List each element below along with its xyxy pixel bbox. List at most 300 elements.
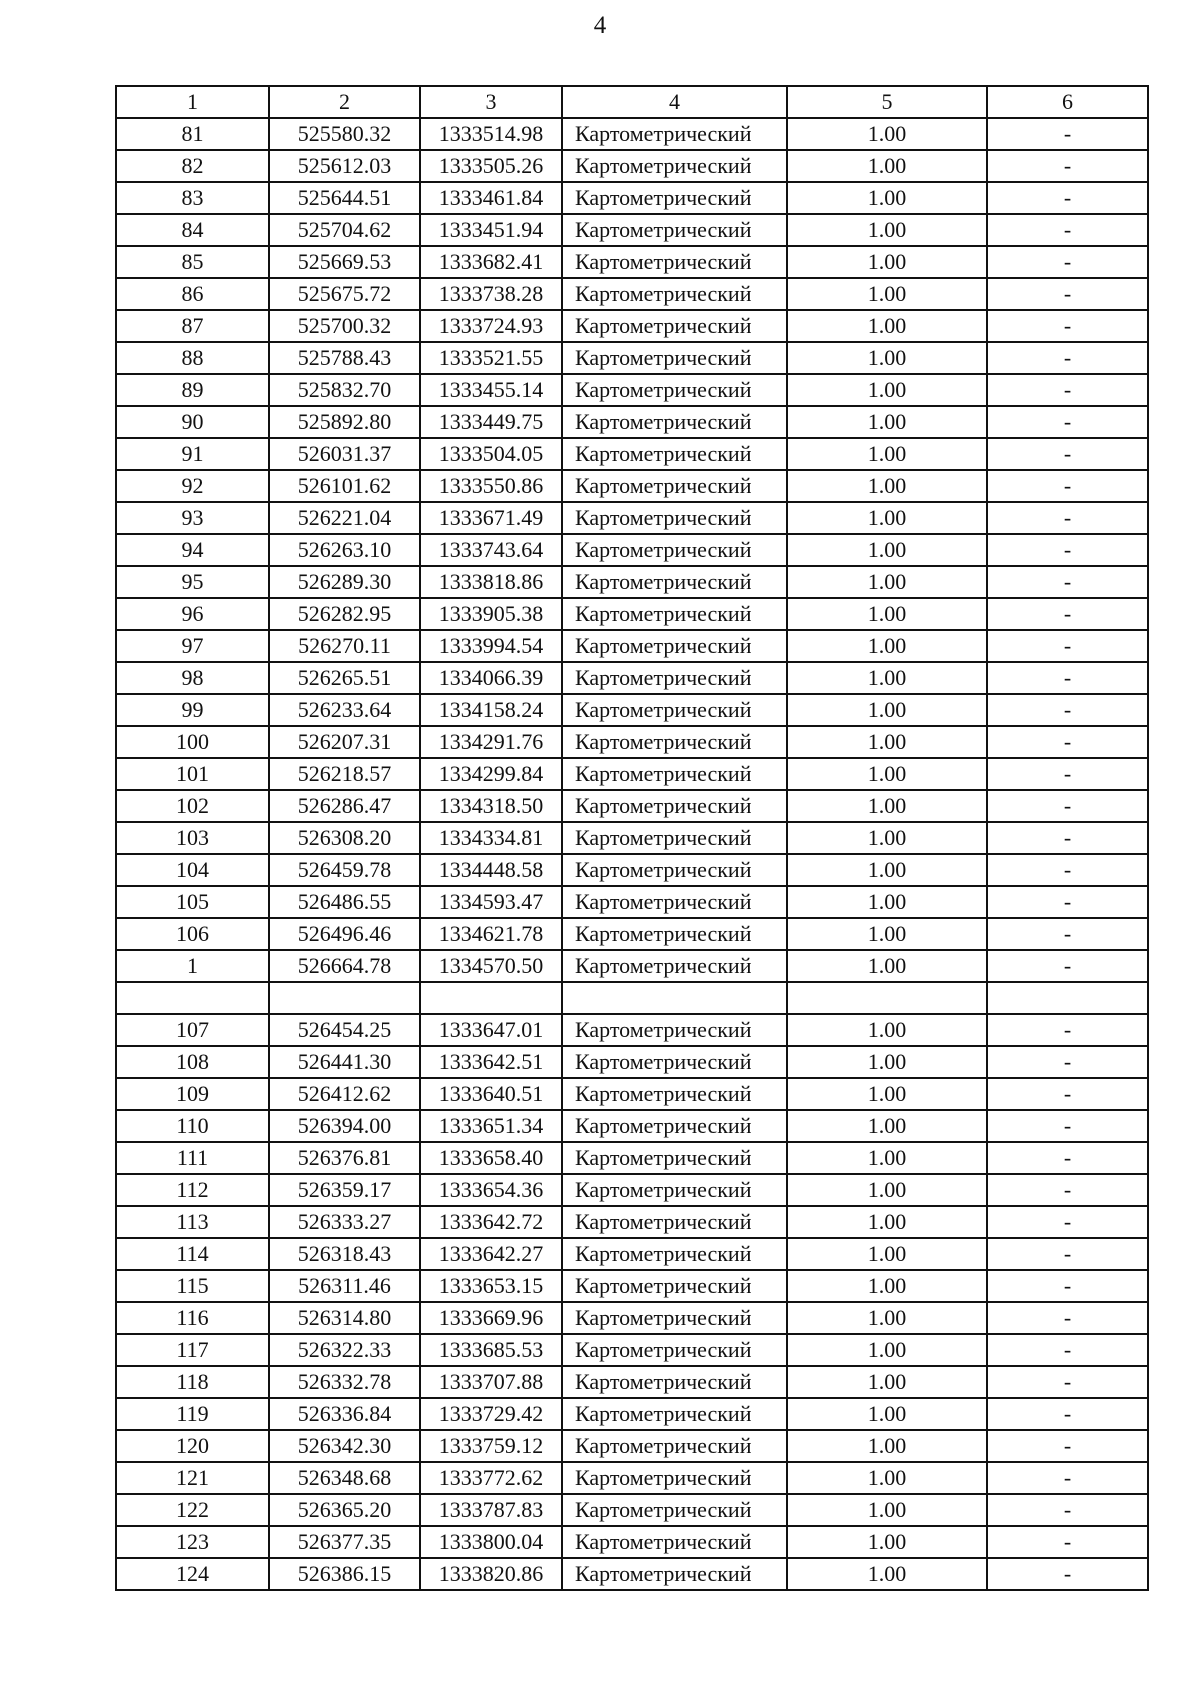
point-number-cell: 104	[116, 854, 269, 886]
method-cell: Картометрический	[562, 310, 787, 342]
y-coordinate-cell: 1333504.05	[420, 438, 562, 470]
method-cell: Картометрический	[562, 1430, 787, 1462]
accuracy-cell: 1.00	[787, 1366, 987, 1398]
x-coordinate-cell: 526454.25	[269, 1014, 420, 1046]
x-coordinate-cell: 525892.80	[269, 406, 420, 438]
table-row	[116, 214, 1148, 246]
y-coordinate-cell: 1333759.12	[420, 1430, 562, 1462]
description-cell: -	[987, 502, 1148, 534]
accuracy-cell: 1.00	[787, 214, 987, 246]
description-cell: -	[987, 1302, 1148, 1334]
table-row	[116, 1494, 1148, 1526]
method-cell: Картометрический	[562, 694, 787, 726]
y-coordinate-cell: 1333505.26	[420, 150, 562, 182]
coordinates-table	[115, 85, 1149, 1591]
description-cell: -	[987, 278, 1148, 310]
x-coordinate-cell: 526282.95	[269, 598, 420, 630]
point-number-cell: 112	[116, 1174, 269, 1206]
y-coordinate-cell: 1334621.78	[420, 918, 562, 950]
description-cell: -	[987, 534, 1148, 566]
point-number-cell: 101	[116, 758, 269, 790]
accuracy-cell	[787, 982, 987, 1014]
description-cell: -	[987, 662, 1148, 694]
y-coordinate-cell: 1333738.28	[420, 278, 562, 310]
y-coordinate-cell: 1333820.86	[420, 1558, 562, 1590]
y-coordinate-cell: 1334334.81	[420, 822, 562, 854]
x-coordinate-cell: 526333.27	[269, 1206, 420, 1238]
y-coordinate-cell: 1334299.84	[420, 758, 562, 790]
method-cell: Картометрический	[562, 1238, 787, 1270]
y-coordinate-cell: 1333994.54	[420, 630, 562, 662]
x-coordinate-cell: 526207.31	[269, 726, 420, 758]
table-row	[116, 150, 1148, 182]
point-number-cell: 93	[116, 502, 269, 534]
x-coordinate-cell: 526322.33	[269, 1334, 420, 1366]
description-cell: -	[987, 598, 1148, 630]
method-cell: Картометрический	[562, 182, 787, 214]
table-row	[116, 662, 1148, 694]
x-coordinate-cell: 526286.47	[269, 790, 420, 822]
description-cell: -	[987, 1206, 1148, 1238]
table-row	[116, 982, 1148, 1014]
table-row	[116, 1462, 1148, 1494]
accuracy-cell: 1.00	[787, 374, 987, 406]
description-cell: -	[987, 566, 1148, 598]
description-cell: -	[987, 1366, 1148, 1398]
x-coordinate-cell: 526664.78	[269, 950, 420, 982]
method-cell: Картометрический	[562, 726, 787, 758]
table-row	[116, 1014, 1148, 1046]
table-row	[116, 790, 1148, 822]
x-coordinate-cell: 525580.32	[269, 118, 420, 150]
table-row	[116, 886, 1148, 918]
accuracy-cell: 1.00	[787, 726, 987, 758]
method-cell: Картометрический	[562, 1334, 787, 1366]
description-cell: -	[987, 342, 1148, 374]
y-coordinate-cell: 1334158.24	[420, 694, 562, 726]
method-cell: Картометрический	[562, 790, 787, 822]
table-row	[116, 566, 1148, 598]
x-coordinate-cell: 526101.62	[269, 470, 420, 502]
method-cell: Картометрический	[562, 822, 787, 854]
table-row	[116, 1558, 1148, 1590]
header-col-x: 2	[269, 86, 420, 118]
x-coordinate-cell: 526332.78	[269, 1366, 420, 1398]
description-cell	[987, 982, 1148, 1014]
description-cell: -	[987, 1174, 1148, 1206]
description-cell: -	[987, 790, 1148, 822]
point-number-cell: 82	[116, 150, 269, 182]
y-coordinate-cell: 1333550.86	[420, 470, 562, 502]
point-number-cell: 83	[116, 182, 269, 214]
method-cell: Картометрический	[562, 1046, 787, 1078]
x-coordinate-cell: 526376.81	[269, 1142, 420, 1174]
description-cell: -	[987, 950, 1148, 982]
method-cell: Картометрический	[562, 214, 787, 246]
y-coordinate-cell: 1333818.86	[420, 566, 562, 598]
method-cell: Картометрический	[562, 278, 787, 310]
accuracy-cell: 1.00	[787, 1270, 987, 1302]
table-row	[116, 118, 1148, 150]
method-cell: Картометрический	[562, 1174, 787, 1206]
header-col-method: 4	[562, 86, 787, 118]
point-number-cell: 116	[116, 1302, 269, 1334]
y-coordinate-cell: 1333642.51	[420, 1046, 562, 1078]
x-coordinate-cell: 526459.78	[269, 854, 420, 886]
description-cell: -	[987, 630, 1148, 662]
description-cell: -	[987, 118, 1148, 150]
point-number-cell: 98	[116, 662, 269, 694]
description-cell: -	[987, 918, 1148, 950]
y-coordinate-cell: 1333671.49	[420, 502, 562, 534]
point-number-cell: 115	[116, 1270, 269, 1302]
accuracy-cell: 1.00	[787, 598, 987, 630]
point-number-cell: 123	[116, 1526, 269, 1558]
y-coordinate-cell: 1333647.01	[420, 1014, 562, 1046]
x-coordinate-cell: 526386.15	[269, 1558, 420, 1590]
description-cell: -	[987, 470, 1148, 502]
accuracy-cell: 1.00	[787, 854, 987, 886]
y-coordinate-cell: 1333651.34	[420, 1110, 562, 1142]
method-cell: Картометрический	[562, 598, 787, 630]
table-row	[116, 438, 1148, 470]
x-coordinate-cell: 526311.46	[269, 1270, 420, 1302]
table-row	[116, 1078, 1148, 1110]
x-coordinate-cell: 525612.03	[269, 150, 420, 182]
point-number-cell: 105	[116, 886, 269, 918]
point-number-cell: 92	[116, 470, 269, 502]
point-number-cell: 94	[116, 534, 269, 566]
point-number-cell: 122	[116, 1494, 269, 1526]
accuracy-cell: 1.00	[787, 1110, 987, 1142]
point-number-cell: 107	[116, 1014, 269, 1046]
description-cell: -	[987, 1526, 1148, 1558]
point-number-cell: 111	[116, 1142, 269, 1174]
y-coordinate-cell: 1334291.76	[420, 726, 562, 758]
x-coordinate-cell: 526496.46	[269, 918, 420, 950]
method-cell: Картометрический	[562, 438, 787, 470]
accuracy-cell: 1.00	[787, 886, 987, 918]
description-cell: -	[987, 1334, 1148, 1366]
method-cell: Картометрический	[562, 886, 787, 918]
method-cell: Картометрический	[562, 1142, 787, 1174]
accuracy-cell: 1.00	[787, 630, 987, 662]
x-coordinate-cell: 525704.62	[269, 214, 420, 246]
y-coordinate-cell: 1333707.88	[420, 1366, 562, 1398]
description-cell: -	[987, 150, 1148, 182]
accuracy-cell: 1.00	[787, 1014, 987, 1046]
y-coordinate-cell: 1333451.94	[420, 214, 562, 246]
table-row	[116, 822, 1148, 854]
point-number-cell: 100	[116, 726, 269, 758]
accuracy-cell: 1.00	[787, 118, 987, 150]
point-number-cell: 95	[116, 566, 269, 598]
y-coordinate-cell: 1333724.93	[420, 310, 562, 342]
table-row	[116, 246, 1148, 278]
x-coordinate-cell: 525832.70	[269, 374, 420, 406]
y-coordinate-cell: 1333682.41	[420, 246, 562, 278]
accuracy-cell: 1.00	[787, 150, 987, 182]
point-number-cell: 89	[116, 374, 269, 406]
accuracy-cell: 1.00	[787, 1302, 987, 1334]
point-number-cell: 88	[116, 342, 269, 374]
description-cell: -	[987, 1110, 1148, 1142]
table-row	[116, 470, 1148, 502]
x-coordinate-cell: 526365.20	[269, 1494, 420, 1526]
accuracy-cell: 1.00	[787, 1142, 987, 1174]
accuracy-cell: 1.00	[787, 406, 987, 438]
description-cell: -	[987, 374, 1148, 406]
header-col-point-number: 1	[116, 86, 269, 118]
x-coordinate-cell: 525700.32	[269, 310, 420, 342]
x-coordinate-cell: 526314.80	[269, 1302, 420, 1334]
accuracy-cell: 1.00	[787, 822, 987, 854]
point-number-cell: 124	[116, 1558, 269, 1590]
description-cell: -	[987, 1142, 1148, 1174]
x-coordinate-cell: 526441.30	[269, 1046, 420, 1078]
table-row	[116, 1302, 1148, 1334]
description-cell: -	[987, 1558, 1148, 1590]
method-cell: Картометрический	[562, 502, 787, 534]
table-row	[116, 1270, 1148, 1302]
y-coordinate-cell: 1334570.50	[420, 950, 562, 982]
method-cell: Картометрический	[562, 150, 787, 182]
method-cell: Картометрический	[562, 1302, 787, 1334]
x-coordinate-cell: 526308.20	[269, 822, 420, 854]
method-cell: Картометрический	[562, 566, 787, 598]
point-number-cell: 1	[116, 950, 269, 982]
accuracy-cell: 1.00	[787, 534, 987, 566]
method-cell: Картометрический	[562, 246, 787, 278]
table-row	[116, 1526, 1148, 1558]
accuracy-cell: 1.00	[787, 310, 987, 342]
header-col-description: 6	[987, 86, 1148, 118]
table-row	[116, 598, 1148, 630]
accuracy-cell: 1.00	[787, 1238, 987, 1270]
point-number-cell: 90	[116, 406, 269, 438]
y-coordinate-cell: 1333521.55	[420, 342, 562, 374]
y-coordinate-cell: 1333640.51	[420, 1078, 562, 1110]
method-cell: Картометрический	[562, 854, 787, 886]
x-coordinate-cell: 526031.37	[269, 438, 420, 470]
accuracy-cell: 1.00	[787, 1494, 987, 1526]
x-coordinate-cell: 526265.51	[269, 662, 420, 694]
description-cell: -	[987, 1078, 1148, 1110]
y-coordinate-cell: 1334448.58	[420, 854, 562, 886]
x-coordinate-cell: 526486.55	[269, 886, 420, 918]
point-number-cell: 87	[116, 310, 269, 342]
table-row	[116, 694, 1148, 726]
description-cell: -	[987, 1494, 1148, 1526]
description-cell: -	[987, 1046, 1148, 1078]
method-cell: Картометрический	[562, 342, 787, 374]
y-coordinate-cell: 1333669.96	[420, 1302, 562, 1334]
accuracy-cell: 1.00	[787, 1334, 987, 1366]
x-coordinate-cell: 526221.04	[269, 502, 420, 534]
table-row	[116, 1110, 1148, 1142]
description-cell: -	[987, 1430, 1148, 1462]
accuracy-cell: 1.00	[787, 502, 987, 534]
y-coordinate-cell: 1333455.14	[420, 374, 562, 406]
method-cell: Картометрический	[562, 1558, 787, 1590]
method-cell: Картометрический	[562, 1110, 787, 1142]
point-number-cell: 91	[116, 438, 269, 470]
x-coordinate-cell: 526359.17	[269, 1174, 420, 1206]
y-coordinate-cell: 1333642.27	[420, 1238, 562, 1270]
accuracy-cell: 1.00	[787, 246, 987, 278]
accuracy-cell: 1.00	[787, 790, 987, 822]
y-coordinate-cell: 1333729.42	[420, 1398, 562, 1430]
table-row	[116, 726, 1148, 758]
description-cell: -	[987, 1462, 1148, 1494]
method-cell: Картометрический	[562, 1494, 787, 1526]
method-cell: Картометрический	[562, 950, 787, 982]
table-row	[116, 630, 1148, 662]
accuracy-cell: 1.00	[787, 438, 987, 470]
method-cell: Картометрический	[562, 534, 787, 566]
table-row	[116, 918, 1148, 950]
x-coordinate-cell: 526394.00	[269, 1110, 420, 1142]
description-cell: -	[987, 310, 1148, 342]
method-cell	[562, 982, 787, 1014]
point-number-cell: 121	[116, 1462, 269, 1494]
method-cell: Картометрический	[562, 1526, 787, 1558]
accuracy-cell: 1.00	[787, 1206, 987, 1238]
accuracy-cell: 1.00	[787, 1174, 987, 1206]
y-coordinate-cell: 1334066.39	[420, 662, 562, 694]
y-coordinate-cell: 1333461.84	[420, 182, 562, 214]
table-row	[116, 1046, 1148, 1078]
description-cell: -	[987, 886, 1148, 918]
accuracy-cell: 1.00	[787, 662, 987, 694]
table-row	[116, 278, 1148, 310]
x-coordinate-cell: 525644.51	[269, 182, 420, 214]
description-cell: -	[987, 406, 1148, 438]
header-col-accuracy: 5	[787, 86, 987, 118]
method-cell: Картометрический	[562, 1014, 787, 1046]
accuracy-cell: 1.00	[787, 1078, 987, 1110]
table-body	[116, 118, 1148, 1590]
y-coordinate-cell: 1333743.64	[420, 534, 562, 566]
method-cell: Картометрический	[562, 1206, 787, 1238]
y-coordinate-cell: 1333642.72	[420, 1206, 562, 1238]
y-coordinate-cell: 1333654.36	[420, 1174, 562, 1206]
point-number-cell: 103	[116, 822, 269, 854]
method-cell: Картометрический	[562, 1270, 787, 1302]
description-cell: -	[987, 246, 1148, 278]
description-cell: -	[987, 694, 1148, 726]
page-number: 4	[593, 12, 607, 39]
x-coordinate-cell: 526318.43	[269, 1238, 420, 1270]
point-number-cell: 120	[116, 1430, 269, 1462]
x-coordinate-cell: 526336.84	[269, 1398, 420, 1430]
x-coordinate-cell: 525675.72	[269, 278, 420, 310]
method-cell: Картометрический	[562, 1366, 787, 1398]
y-coordinate-cell: 1333449.75	[420, 406, 562, 438]
table-row	[116, 406, 1148, 438]
table-row	[116, 182, 1148, 214]
accuracy-cell: 1.00	[787, 278, 987, 310]
method-cell: Картометрический	[562, 1078, 787, 1110]
x-coordinate-cell: 526289.30	[269, 566, 420, 598]
point-number-cell: 99	[116, 694, 269, 726]
description-cell: -	[987, 438, 1148, 470]
y-coordinate-cell: 1334318.50	[420, 790, 562, 822]
table-row	[116, 502, 1148, 534]
description-cell: -	[987, 1238, 1148, 1270]
description-cell: -	[987, 214, 1148, 246]
method-cell: Картометрический	[562, 758, 787, 790]
header-col-y: 3	[420, 86, 562, 118]
y-coordinate-cell: 1333905.38	[420, 598, 562, 630]
x-coordinate-cell: 526342.30	[269, 1430, 420, 1462]
accuracy-cell: 1.00	[787, 918, 987, 950]
method-cell: Картометрический	[562, 918, 787, 950]
method-cell: Картометрический	[562, 374, 787, 406]
y-coordinate-cell: 1333685.53	[420, 1334, 562, 1366]
table-row	[116, 1366, 1148, 1398]
accuracy-cell: 1.00	[787, 950, 987, 982]
description-cell: -	[987, 758, 1148, 790]
y-coordinate-cell: 1333658.40	[420, 1142, 562, 1174]
point-number-cell: 117	[116, 1334, 269, 1366]
table-header	[116, 86, 1148, 118]
point-number-cell: 97	[116, 630, 269, 662]
x-coordinate-cell: 526377.35	[269, 1526, 420, 1558]
y-coordinate-cell: 1333772.62	[420, 1462, 562, 1494]
header-row	[116, 86, 1148, 118]
table-row	[116, 342, 1148, 374]
point-number-cell: 113	[116, 1206, 269, 1238]
method-cell: Картометрический	[562, 406, 787, 438]
table-row	[116, 758, 1148, 790]
method-cell: Картометрический	[562, 1462, 787, 1494]
y-coordinate-cell: 1333800.04	[420, 1526, 562, 1558]
accuracy-cell: 1.00	[787, 342, 987, 374]
accuracy-cell: 1.00	[787, 182, 987, 214]
accuracy-cell: 1.00	[787, 1558, 987, 1590]
table-row	[116, 1238, 1148, 1270]
x-coordinate-cell	[269, 982, 420, 1014]
point-number-cell	[116, 982, 269, 1014]
table-row	[116, 1398, 1148, 1430]
description-cell: -	[987, 822, 1148, 854]
y-coordinate-cell	[420, 982, 562, 1014]
table-row	[116, 950, 1148, 982]
description-cell: -	[987, 1270, 1148, 1302]
point-number-cell: 86	[116, 278, 269, 310]
method-cell: Картометрический	[562, 470, 787, 502]
accuracy-cell: 1.00	[787, 470, 987, 502]
description-cell: -	[987, 1398, 1148, 1430]
accuracy-cell: 1.00	[787, 758, 987, 790]
table-row	[116, 534, 1148, 566]
x-coordinate-cell: 526270.11	[269, 630, 420, 662]
table-row	[116, 1334, 1148, 1366]
point-number-cell: 85	[116, 246, 269, 278]
accuracy-cell: 1.00	[787, 694, 987, 726]
point-number-cell: 109	[116, 1078, 269, 1110]
table-row	[116, 1142, 1148, 1174]
table-row	[116, 374, 1148, 406]
table-row	[116, 1174, 1148, 1206]
table-row	[116, 1206, 1148, 1238]
table-row	[116, 1430, 1148, 1462]
x-coordinate-cell: 525788.43	[269, 342, 420, 374]
method-cell: Картометрический	[562, 662, 787, 694]
description-cell: -	[987, 182, 1148, 214]
accuracy-cell: 1.00	[787, 1526, 987, 1558]
